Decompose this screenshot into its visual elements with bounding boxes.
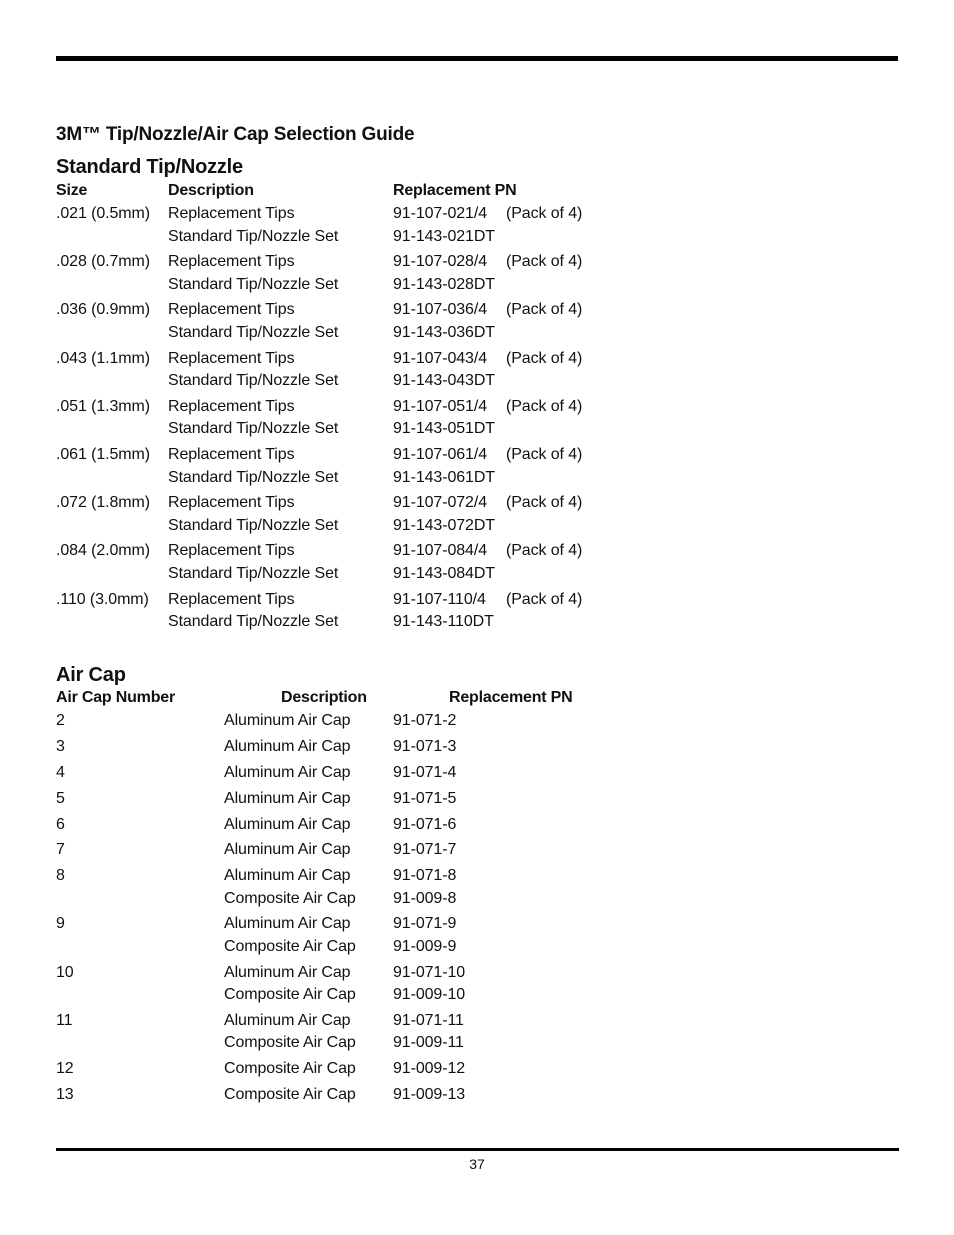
tip-set-part-number: 91-143-051DT	[393, 420, 495, 438]
tip-part-number: 91-107-043/4	[393, 349, 487, 367]
tip-pack-label: (Pack of 4)	[506, 446, 583, 463]
tip-size: .072 (1.8mm)	[56, 494, 150, 512]
aircap-number: 12	[56, 1060, 74, 1077]
tip-part-number: 91-107-084/4	[393, 542, 487, 560]
tip-pack-label: (Pack of 4)	[506, 542, 583, 560]
tip-part-number: 91-107-036/4	[393, 301, 487, 319]
tip-part-number: 91-107-051/4	[393, 397, 487, 415]
aircap-description: Aluminum Air Cap	[224, 867, 351, 884]
aircap-description: Composite Air Cap	[224, 1060, 356, 1077]
aircap-part-number: 91-071-8	[393, 867, 457, 884]
tip-set-description: Standard Tip/Nozzle Set	[168, 516, 339, 534]
tip-description: Replacement Tips	[168, 253, 295, 271]
aircap-part-number: 91-009-13	[393, 1086, 466, 1103]
aircap-number: 6	[56, 816, 65, 833]
tip-set-part-number: 91-143-028DT	[393, 275, 495, 293]
aircap-part-number: 91-009-12	[393, 1060, 466, 1077]
aircap-number: 11	[56, 1012, 73, 1029]
tip-set-part-number: 91-143-043DT	[393, 372, 495, 390]
tip-set-description: Standard Tip/Nozzle Set	[168, 227, 339, 245]
aircap-description: Aluminum Air Cap	[224, 915, 351, 932]
tips-section-title: Standard Tip/Nozzle	[56, 156, 243, 178]
tip-part-number: 91-107-072/4	[393, 494, 487, 512]
aircap-section-title: Air Cap	[56, 664, 126, 686]
tip-size: .061 (1.5mm)	[56, 446, 150, 463]
tip-description: Replacement Tips	[168, 590, 295, 608]
tip-pack-label: (Pack of 4)	[506, 397, 583, 415]
tip-set-part-number: 91-143-061DT	[393, 468, 495, 486]
aircap-description: Composite Air Cap	[224, 890, 356, 907]
tip-size: .036 (0.9mm)	[56, 301, 150, 319]
aircap-part-number: 91-071-3	[393, 738, 457, 755]
aircap-description: Aluminum Air Cap	[224, 964, 351, 981]
bottom-rule	[56, 1148, 899, 1151]
aircap-description: Aluminum Air Cap	[224, 738, 351, 755]
tip-description: Replacement Tips	[168, 397, 295, 415]
aircap-number: 3	[56, 738, 65, 755]
tip-size: .043 (1.1mm)	[56, 349, 150, 367]
tip-description: Replacement Tips	[168, 494, 295, 512]
aircap-number: 2	[56, 712, 65, 729]
aircap-part-number: 91-071-4	[393, 764, 457, 781]
tip-set-part-number: 91-143-084DT	[393, 564, 495, 582]
aircap-header-pn: Replacement PN	[449, 689, 573, 706]
tip-set-description: Standard Tip/Nozzle Set	[168, 613, 339, 631]
tip-pack-label: (Pack of 4)	[506, 590, 583, 608]
aircap-number: 10	[56, 964, 74, 981]
tip-pack-label: (Pack of 4)	[506, 301, 583, 319]
aircap-description: Composite Air Cap	[224, 1086, 356, 1103]
tip-part-number: 91-107-110/4	[393, 590, 486, 608]
page-title: 3M™ Tip/Nozzle/Air Cap Selection Guide	[56, 124, 415, 145]
tip-description: Replacement Tips	[168, 205, 295, 222]
tip-pack-label: (Pack of 4)	[506, 253, 583, 271]
aircap-part-number: 91-071-6	[393, 816, 457, 833]
aircap-description: Aluminum Air Cap	[224, 1012, 351, 1029]
aircap-description: Composite Air Cap	[224, 938, 356, 955]
aircap-description: Composite Air Cap	[224, 1034, 356, 1051]
tip-size: .028 (0.7mm)	[56, 253, 150, 271]
tip-set-description: Standard Tip/Nozzle Set	[168, 275, 339, 293]
tip-description: Replacement Tips	[168, 301, 295, 319]
aircap-part-number: 91-071-7	[393, 841, 457, 858]
aircap-description: Composite Air Cap	[224, 986, 356, 1003]
aircap-part-number: 91-071-9	[393, 915, 457, 932]
aircap-description: Aluminum Air Cap	[224, 764, 351, 781]
aircap-number: 9	[56, 915, 65, 932]
tip-pack-label: (Pack of 4)	[506, 349, 583, 367]
tip-part-number: 91-107-021/4	[393, 205, 487, 222]
tips-header-pn: Replacement PN	[393, 182, 517, 199]
tip-set-part-number: 91-143-110DT	[393, 613, 494, 631]
aircap-part-number: 91-009-11	[393, 1034, 464, 1051]
tip-size: .110 (3.0mm)	[56, 590, 149, 608]
tip-pack-label: (Pack of 4)	[506, 494, 583, 512]
tip-size: .021 (0.5mm)	[56, 205, 150, 222]
aircap-part-number: 91-009-8	[393, 890, 457, 907]
aircap-header-description: Description	[281, 689, 367, 706]
tip-set-part-number: 91-143-072DT	[393, 516, 495, 534]
aircap-description: Aluminum Air Cap	[224, 816, 351, 833]
tip-set-description: Standard Tip/Nozzle Set	[168, 372, 339, 390]
tips-header-size: Size	[56, 182, 88, 199]
tip-part-number: 91-107-061/4	[393, 446, 487, 463]
tip-set-part-number: 91-143-036DT	[393, 323, 495, 341]
tip-description: Replacement Tips	[168, 542, 295, 560]
aircap-number: 5	[56, 790, 65, 807]
aircap-part-number: 91-071-11	[393, 1012, 464, 1029]
aircap-number: 8	[56, 867, 65, 884]
aircap-part-number: 91-071-2	[393, 712, 457, 729]
aircap-description: Aluminum Air Cap	[224, 712, 351, 729]
aircap-number: 7	[56, 841, 65, 858]
tip-size: .084 (2.0mm)	[56, 542, 150, 560]
tip-part-number: 91-107-028/4	[393, 253, 487, 271]
tip-pack-label: (Pack of 4)	[506, 205, 583, 222]
tips-header-description: Description	[168, 182, 254, 199]
aircap-description: Aluminum Air Cap	[224, 841, 351, 858]
tip-description: Replacement Tips	[168, 446, 295, 463]
aircap-number: 4	[56, 764, 65, 781]
aircap-header-number: Air Cap Number	[56, 689, 175, 706]
aircap-part-number: 91-071-5	[393, 790, 457, 807]
tip-set-description: Standard Tip/Nozzle Set	[168, 323, 339, 341]
aircap-description: Aluminum Air Cap	[224, 790, 351, 807]
page-number: 37	[469, 1156, 485, 1172]
top-rule	[56, 56, 898, 61]
tip-description: Replacement Tips	[168, 349, 295, 367]
tip-set-description: Standard Tip/Nozzle Set	[168, 420, 339, 438]
tip-set-description: Standard Tip/Nozzle Set	[168, 564, 339, 582]
tip-size: .051 (1.3mm)	[56, 397, 150, 415]
aircap-part-number: 91-009-10	[393, 986, 466, 1003]
aircap-part-number: 91-009-9	[393, 938, 457, 955]
tip-set-part-number: 91-143-021DT	[393, 227, 495, 245]
aircap-number: 13	[56, 1086, 74, 1103]
tip-set-description: Standard Tip/Nozzle Set	[168, 468, 339, 486]
aircap-part-number: 91-071-10	[393, 964, 466, 981]
